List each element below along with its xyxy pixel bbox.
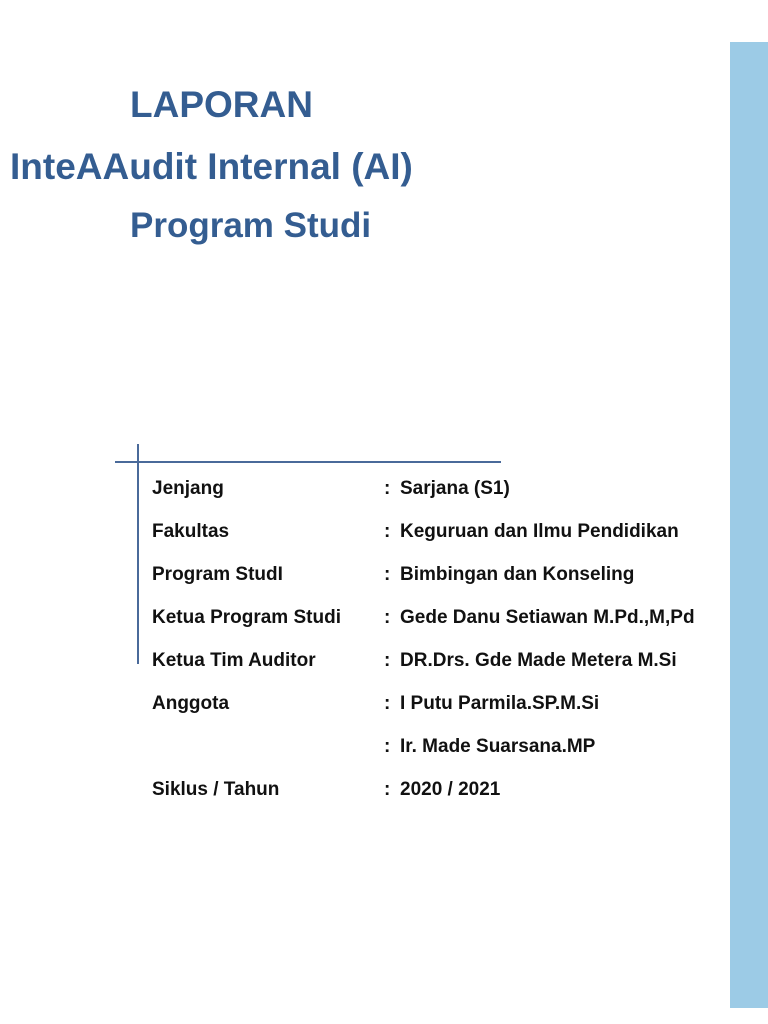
- info-label: Anggota: [152, 693, 230, 714]
- info-value: 2020 / 2021: [400, 779, 501, 800]
- horizontal-rule: [115, 461, 501, 463]
- info-label: Fakultas: [152, 521, 230, 542]
- info-value: Keguruan dan Ilmu Pendidikan: [400, 521, 679, 542]
- info-separator: :: [384, 650, 391, 671]
- info-label: Ketua Tim Auditor: [152, 650, 316, 671]
- report-subtitle: InteAAudit Internal (AI): [10, 146, 413, 187]
- info-value: I Putu Parmila.SP.M.Si: [400, 693, 600, 714]
- info-separator: :: [384, 521, 391, 542]
- side-accent-bar: [730, 42, 768, 1008]
- info-separator: :: [384, 478, 391, 499]
- info-label: Program StudI: [152, 564, 283, 585]
- info-label: Ketua Program Studi: [152, 607, 341, 628]
- info-separator: :: [384, 607, 391, 628]
- report-title: LAPORAN: [130, 84, 313, 125]
- info-value: Ir. Made Suarsana.MP: [400, 736, 596, 757]
- info-value: Gede Danu Setiawan M.Pd.,M,Pd: [400, 607, 695, 628]
- info-separator: :: [384, 564, 391, 585]
- info-value: Bimbingan dan Konseling: [400, 564, 635, 585]
- info-value: Sarjana (S1): [400, 478, 510, 499]
- info-label: Siklus / Tahun: [152, 779, 280, 800]
- info-separator: :: [384, 736, 391, 757]
- vertical-rule: [137, 444, 139, 664]
- info-value: DR.Drs. Gde Made Metera M.Si: [400, 650, 677, 671]
- report-program: Program Studi: [130, 206, 372, 245]
- info-label: Jenjang: [152, 478, 224, 499]
- info-separator: :: [384, 693, 391, 714]
- info-separator: :: [384, 779, 391, 800]
